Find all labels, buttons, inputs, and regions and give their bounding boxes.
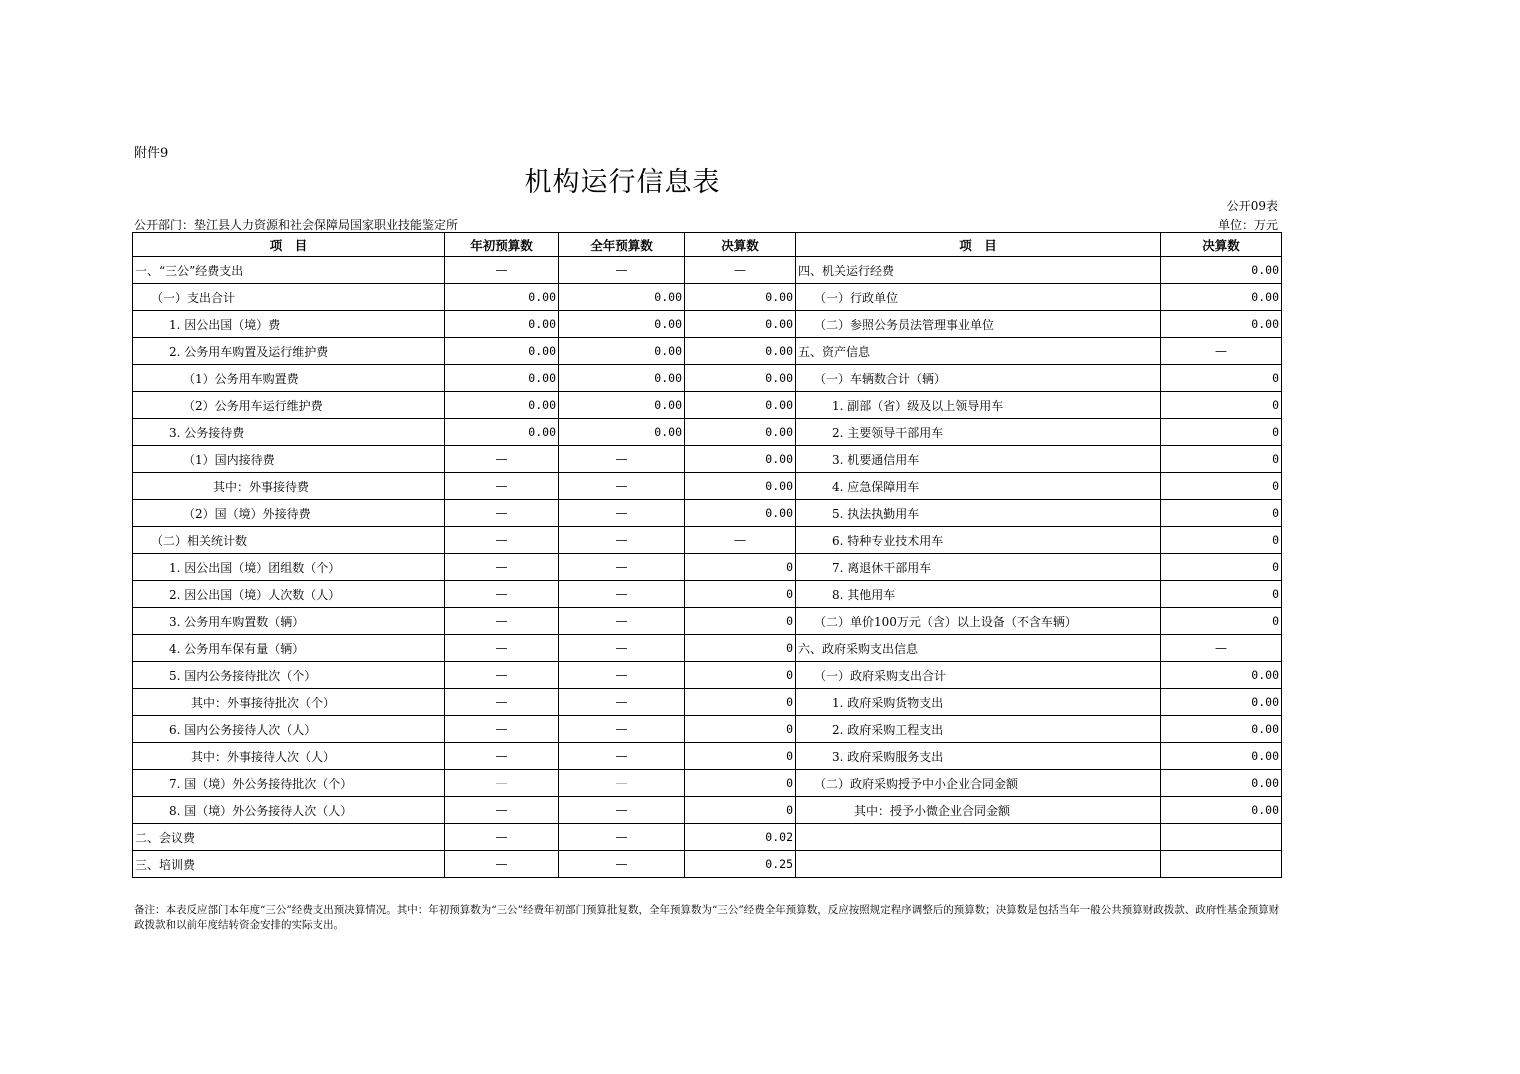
table-body (133, 257, 1282, 878)
left-item-cell: 8. 国（境）外公务接待人次（人） (133, 797, 445, 824)
right-final-cell: 0.00 (1161, 716, 1282, 743)
right-item-cell: 2. 政府采购工程支出 (796, 716, 1161, 743)
right-final-cell: 0 (1161, 473, 1282, 500)
footnote: 备注：本表反应部门本年度“三公”经费支出预决算情况。其中：年初预算数为“三公”经费年初部门预算批复数，全年预算数为“三公”经费全年预算数，反应按照规定程序调整后的预算数；决算数是包括当年一般公共预算财政拨款、政府性基金预算财政拨款和以前年度结转资金安排的实际支出。 (134, 904, 1280, 931)
right-final-cell (1161, 851, 1282, 878)
table-row (133, 851, 1282, 878)
right-final-cell: — (1161, 338, 1282, 365)
department-label: 公开部门：垫江县人力资源和社会保障局国家职业技能鉴定所 (134, 218, 459, 232)
final-cell: 0.02 (685, 824, 796, 851)
table-row (133, 257, 1282, 284)
annual-budget-cell: — (559, 500, 685, 527)
annual-budget-cell: — (559, 716, 685, 743)
right-final-cell: 0.00 (1161, 257, 1282, 284)
final-cell: 0 (685, 770, 796, 797)
header-final: 决算数 (685, 233, 796, 257)
table-row (133, 797, 1282, 824)
annual-budget-cell: — (559, 446, 685, 473)
initial-budget-cell: — (445, 824, 559, 851)
initial-budget-cell: — (445, 770, 559, 797)
right-item-cell: 3. 政府采购服务支出 (796, 743, 1161, 770)
final-cell: 0 (685, 581, 796, 608)
left-item-cell: （2）公务用车运行维护费 (133, 392, 445, 419)
final-cell: 0 (685, 797, 796, 824)
left-item-cell: （一）支出合计 (133, 284, 445, 311)
right-item-cell (796, 824, 1161, 851)
table-row (133, 608, 1282, 635)
final-cell: 0 (685, 662, 796, 689)
table-row (133, 284, 1282, 311)
left-item-cell: 1. 因公出国（境）团组数（个） (133, 554, 445, 581)
annual-budget-cell: — (559, 473, 685, 500)
left-item-cell: 3. 公务用车购置数（辆） (133, 608, 445, 635)
left-item-cell: 7. 国（境）外公务接待批次（个） (133, 770, 445, 797)
table-row (133, 824, 1282, 851)
final-cell: 0 (685, 743, 796, 770)
left-item-cell: 4. 公务用车保有量（辆） (133, 635, 445, 662)
table-row (133, 770, 1282, 797)
table-header-row (133, 233, 1282, 257)
table-row (133, 311, 1282, 338)
final-cell: 0 (685, 608, 796, 635)
right-final-cell: 0.00 (1161, 284, 1282, 311)
left-item-cell: 其中：外事接待批次（个） (133, 689, 445, 716)
right-final-cell: 0 (1161, 419, 1282, 446)
final-cell: 0.00 (685, 392, 796, 419)
annual-budget-cell: — (559, 662, 685, 689)
initial-budget-cell: 0.00 (445, 419, 559, 446)
right-item-cell: 6. 特种专业技术用车 (796, 527, 1161, 554)
right-item-cell: 四、机关运行经费 (796, 257, 1161, 284)
right-item-cell: 其中：授予小微企业合同金额 (796, 797, 1161, 824)
right-final-cell: 0 (1161, 554, 1282, 581)
final-cell: 0.00 (685, 446, 796, 473)
initial-budget-cell: — (445, 635, 559, 662)
right-item-cell: 8. 其他用车 (796, 581, 1161, 608)
right-final-cell: 0.00 (1161, 689, 1282, 716)
initial-budget-cell: 0.00 (445, 284, 559, 311)
annual-budget-cell: 0.00 (559, 419, 685, 446)
initial-budget-cell: — (445, 662, 559, 689)
right-item-cell: 五、资产信息 (796, 338, 1161, 365)
attachment-label: 附件9 (134, 146, 169, 161)
left-item-cell: 6. 国内公务接待人次（人） (133, 716, 445, 743)
right-item-cell: 5. 执法执勤用车 (796, 500, 1161, 527)
annual-budget-cell: 0.00 (559, 311, 685, 338)
right-item-cell: 7. 离退休干部用车 (796, 554, 1161, 581)
initial-budget-cell: — (445, 608, 559, 635)
table-row (133, 500, 1282, 527)
right-final-cell: 0 (1161, 365, 1282, 392)
left-item-cell: （二）相关统计数 (133, 527, 445, 554)
left-item-cell: 其中：外事接待费 (133, 473, 445, 500)
table-row (133, 419, 1282, 446)
final-cell: 0.00 (685, 473, 796, 500)
table-row (133, 365, 1282, 392)
right-final-cell: 0.00 (1161, 662, 1282, 689)
final-cell: 0 (685, 716, 796, 743)
left-item-cell: 一、“三公”经费支出 (133, 257, 445, 284)
annual-budget-cell: — (559, 797, 685, 824)
right-final-cell: 0.00 (1161, 743, 1282, 770)
right-final-cell: 0 (1161, 500, 1282, 527)
right-final-cell: 0 (1161, 446, 1282, 473)
right-item-cell: （二）参照公务员法管理事业单位 (796, 311, 1161, 338)
left-item-cell: （1）国内接待费 (133, 446, 445, 473)
header-initial-budget: 年初预算数 (445, 233, 559, 257)
initial-budget-cell: — (445, 581, 559, 608)
initial-budget-cell: — (445, 689, 559, 716)
right-final-cell (1161, 824, 1282, 851)
final-cell: 0 (685, 689, 796, 716)
header-right-final: 决算数 (1161, 233, 1282, 257)
table-row (133, 446, 1282, 473)
left-item-cell: 三、培训费 (133, 851, 445, 878)
right-final-cell: 0 (1161, 392, 1282, 419)
table-row (133, 716, 1282, 743)
annual-budget-cell: 0.00 (559, 338, 685, 365)
right-final-cell: 0.00 (1161, 797, 1282, 824)
annual-budget-cell: — (559, 770, 685, 797)
annual-budget-cell: — (559, 554, 685, 581)
table-row (133, 581, 1282, 608)
initial-budget-cell: — (445, 797, 559, 824)
left-item-cell: 2. 因公出国（境）人次数（人） (133, 581, 445, 608)
initial-budget-cell: — (445, 851, 559, 878)
final-cell: 0 (685, 635, 796, 662)
right-final-cell: 0.00 (1161, 311, 1282, 338)
right-item-cell: （一）行政单位 (796, 284, 1161, 311)
final-cell: 0.00 (685, 500, 796, 527)
left-item-cell: 其中：外事接待人次（人） (133, 743, 445, 770)
final-cell: — (685, 257, 796, 284)
initial-budget-cell: — (445, 554, 559, 581)
right-item-cell: （二）政府采购授予中小企业合同金额 (796, 770, 1161, 797)
annual-budget-cell: — (559, 824, 685, 851)
initial-budget-cell: 0.00 (445, 392, 559, 419)
initial-budget-cell: — (445, 446, 559, 473)
page-title: 机构运行信息表 (524, 167, 721, 198)
right-item-cell: 2. 主要领导干部用车 (796, 419, 1161, 446)
initial-budget-cell: — (445, 527, 559, 554)
right-item-cell: 4. 应急保障用车 (796, 473, 1161, 500)
initial-budget-cell: 0.00 (445, 311, 559, 338)
table-row (133, 635, 1282, 662)
annual-budget-cell: 0.00 (559, 365, 685, 392)
final-cell: 0.00 (685, 419, 796, 446)
header-right-item: 项 目 (796, 233, 1161, 257)
table-row (133, 689, 1282, 716)
annual-budget-cell: — (559, 743, 685, 770)
annual-budget-cell: — (559, 527, 685, 554)
left-item-cell: 2. 公务用车购置及运行维护费 (133, 338, 445, 365)
final-cell: 0.00 (685, 338, 796, 365)
table-row (133, 662, 1282, 689)
annual-budget-cell: — (559, 608, 685, 635)
left-item-cell: （2）国（境）外接待费 (133, 500, 445, 527)
right-item-cell: 3. 机要通信用车 (796, 446, 1161, 473)
final-cell: — (685, 527, 796, 554)
right-item-cell: （一）车辆数合计（辆） (796, 365, 1161, 392)
form-code: 公开09表 (1226, 199, 1278, 213)
table-row (133, 554, 1282, 581)
table-row (133, 392, 1282, 419)
header-left-item: 项 目 (133, 233, 445, 257)
unit-label: 单位：万元 (1217, 218, 1278, 232)
annual-budget-cell: — (559, 689, 685, 716)
left-item-cell: 3. 公务接待费 (133, 419, 445, 446)
right-item-cell: 1. 政府采购货物支出 (796, 689, 1161, 716)
right-final-cell: 0.00 (1161, 770, 1282, 797)
table-row (133, 338, 1282, 365)
annual-budget-cell: — (559, 635, 685, 662)
annual-budget-cell: — (559, 257, 685, 284)
annual-budget-cell: — (559, 851, 685, 878)
right-item-cell: （一）政府采购支出合计 (796, 662, 1161, 689)
left-item-cell: 5. 国内公务接待批次（个） (133, 662, 445, 689)
left-item-cell: 1. 因公出国（境）费 (133, 311, 445, 338)
right-final-cell: 0 (1161, 581, 1282, 608)
right-final-cell: 0 (1161, 527, 1282, 554)
initial-budget-cell: — (445, 500, 559, 527)
right-item-cell: 1. 副部（省）级及以上领导用车 (796, 392, 1161, 419)
final-cell: 0.00 (685, 365, 796, 392)
header-annual-budget: 全年预算数 (559, 233, 685, 257)
annual-budget-cell: 0.00 (559, 284, 685, 311)
left-item-cell: 二、会议费 (133, 824, 445, 851)
initial-budget-cell: 0.00 (445, 338, 559, 365)
table-row (133, 527, 1282, 554)
annual-budget-cell: — (559, 581, 685, 608)
final-cell: 0.00 (685, 311, 796, 338)
initial-budget-cell: — (445, 716, 559, 743)
final-cell: 0.00 (685, 284, 796, 311)
final-cell: 0 (685, 554, 796, 581)
right-final-cell: — (1161, 635, 1282, 662)
left-item-cell: （1）公务用车购置费 (133, 365, 445, 392)
right-item-cell: 六、政府采购支出信息 (796, 635, 1161, 662)
table-row (133, 743, 1282, 770)
right-item-cell: （二）单价100万元（含）以上设备（不含车辆） (796, 608, 1161, 635)
initial-budget-cell: — (445, 473, 559, 500)
operation-info-table (132, 232, 1282, 878)
initial-budget-cell: — (445, 743, 559, 770)
right-item-cell (796, 851, 1161, 878)
final-cell: 0.25 (685, 851, 796, 878)
initial-budget-cell: 0.00 (445, 365, 559, 392)
right-final-cell: 0 (1161, 608, 1282, 635)
table-row (133, 473, 1282, 500)
annual-budget-cell: 0.00 (559, 392, 685, 419)
initial-budget-cell: — (445, 257, 559, 284)
